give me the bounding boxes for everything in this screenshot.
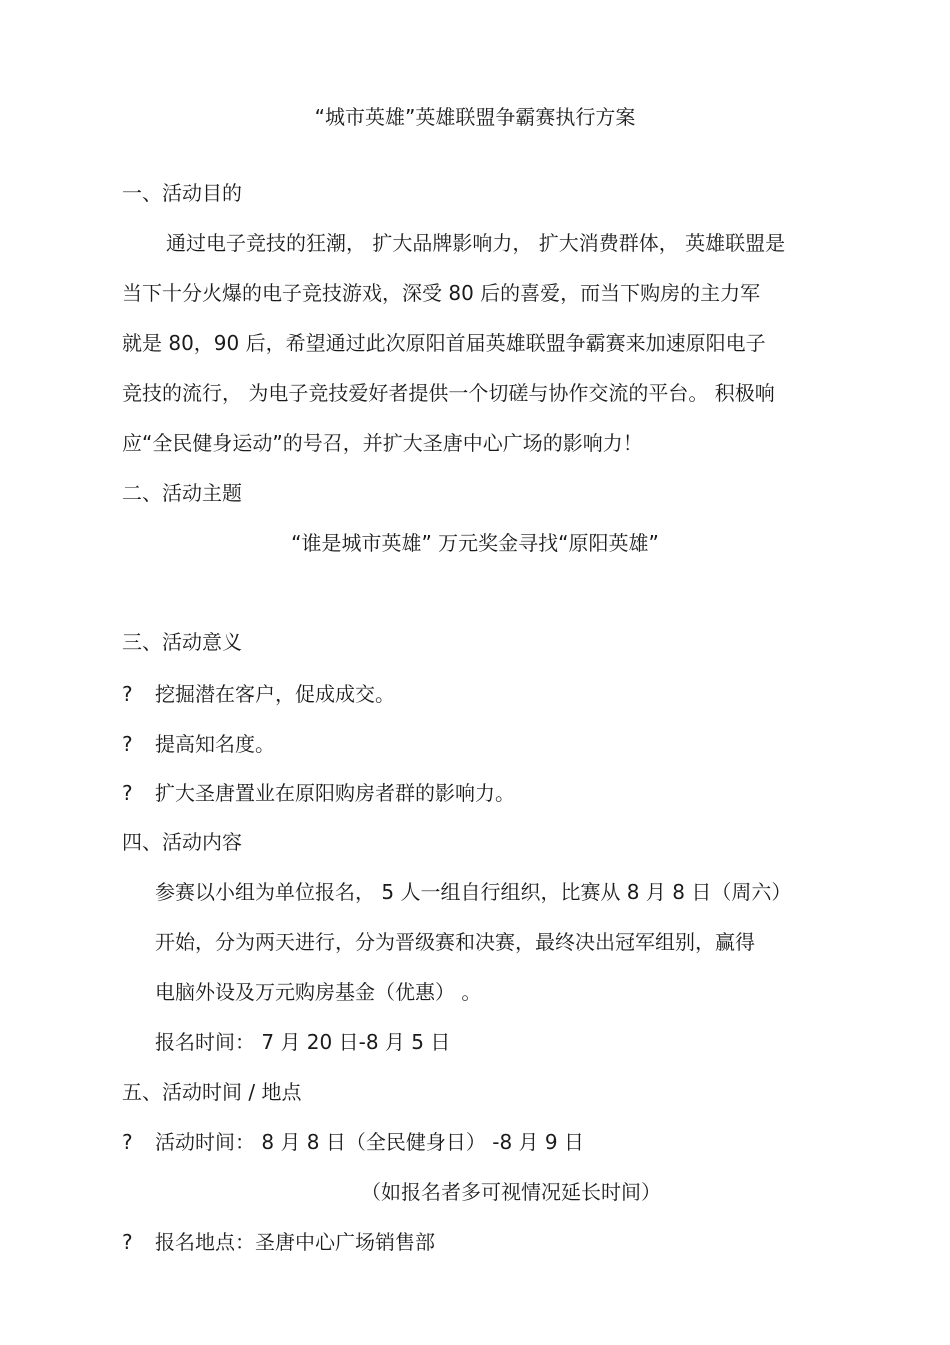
paragraph-line: 电脑外设及万元购房基金（优惠） 。 xyxy=(155,980,482,1004)
bullet-text: 挖掘潜在客户，促成成交。 xyxy=(155,682,395,706)
paragraph-line: 竞技的流行， 为电子竞技爱好者提供一个切磋与协作交流的平台。 积极响 xyxy=(122,381,775,405)
document-title: “城市英雄”英雄联盟争霸赛执行方案 xyxy=(314,105,636,129)
section-heading-time-place: 五、活动时间 / 地点 xyxy=(122,1080,302,1104)
section-heading-purpose: 一、活动目的 xyxy=(122,181,242,205)
bullet-mark: ? xyxy=(122,732,133,756)
bullet-text: 提高知名度。 xyxy=(155,732,275,756)
paragraph-line: 通过电子竞技的狂潮， 扩大品牌影响力， 扩大消费群体， 英雄联盟是 xyxy=(166,231,786,255)
paragraph-line: 应“全民健身运动”的号召，并扩大圣唐中心广场的影响力！ xyxy=(122,431,643,455)
paragraph-line: 开始，分为两天进行，分为晋级赛和决赛，最终决出冠军组别，赢得 xyxy=(155,930,755,954)
bullet-mark: ? xyxy=(122,682,133,706)
theme-slogan: “谁是城市英雄” 万元奖金寻找“原阳英雄” xyxy=(291,531,659,555)
bullet-text: 报名地点：圣唐中心广场销售部 xyxy=(155,1230,435,1254)
bullet-mark: ? xyxy=(122,1230,133,1254)
bullet-mark: ? xyxy=(122,1130,133,1154)
extension-note: （如报名者多可视情况延长时间） xyxy=(361,1180,661,1204)
registration-time: 报名时间： 7 月 20 日-8 月 5 日 xyxy=(155,1030,451,1054)
section-heading-content: 四、活动内容 xyxy=(122,830,242,854)
section-heading-theme: 二、活动主题 xyxy=(122,481,242,505)
bullet-text: 扩大圣唐置业在原阳购房者群的影响力。 xyxy=(155,781,515,805)
paragraph-line: 就是 80，90 后，希望通过此次原阳首届英雄联盟争霸赛来加速原阳电子 xyxy=(122,331,766,355)
section-heading-significance: 三、活动意义 xyxy=(122,630,242,654)
paragraph-line: 当下十分火爆的电子竞技游戏，深受 80 后的喜爱，而当下购房的主力军 xyxy=(122,281,761,305)
bullet-text: 活动时间： 8 月 8 日（全民健身日） -8 月 9 日 xyxy=(155,1130,584,1154)
bullet-mark: ? xyxy=(122,781,133,805)
paragraph-line: 参赛以小组为单位报名， 5 人一组自行组织，比赛从 8 月 8 日（周六） xyxy=(155,880,792,904)
